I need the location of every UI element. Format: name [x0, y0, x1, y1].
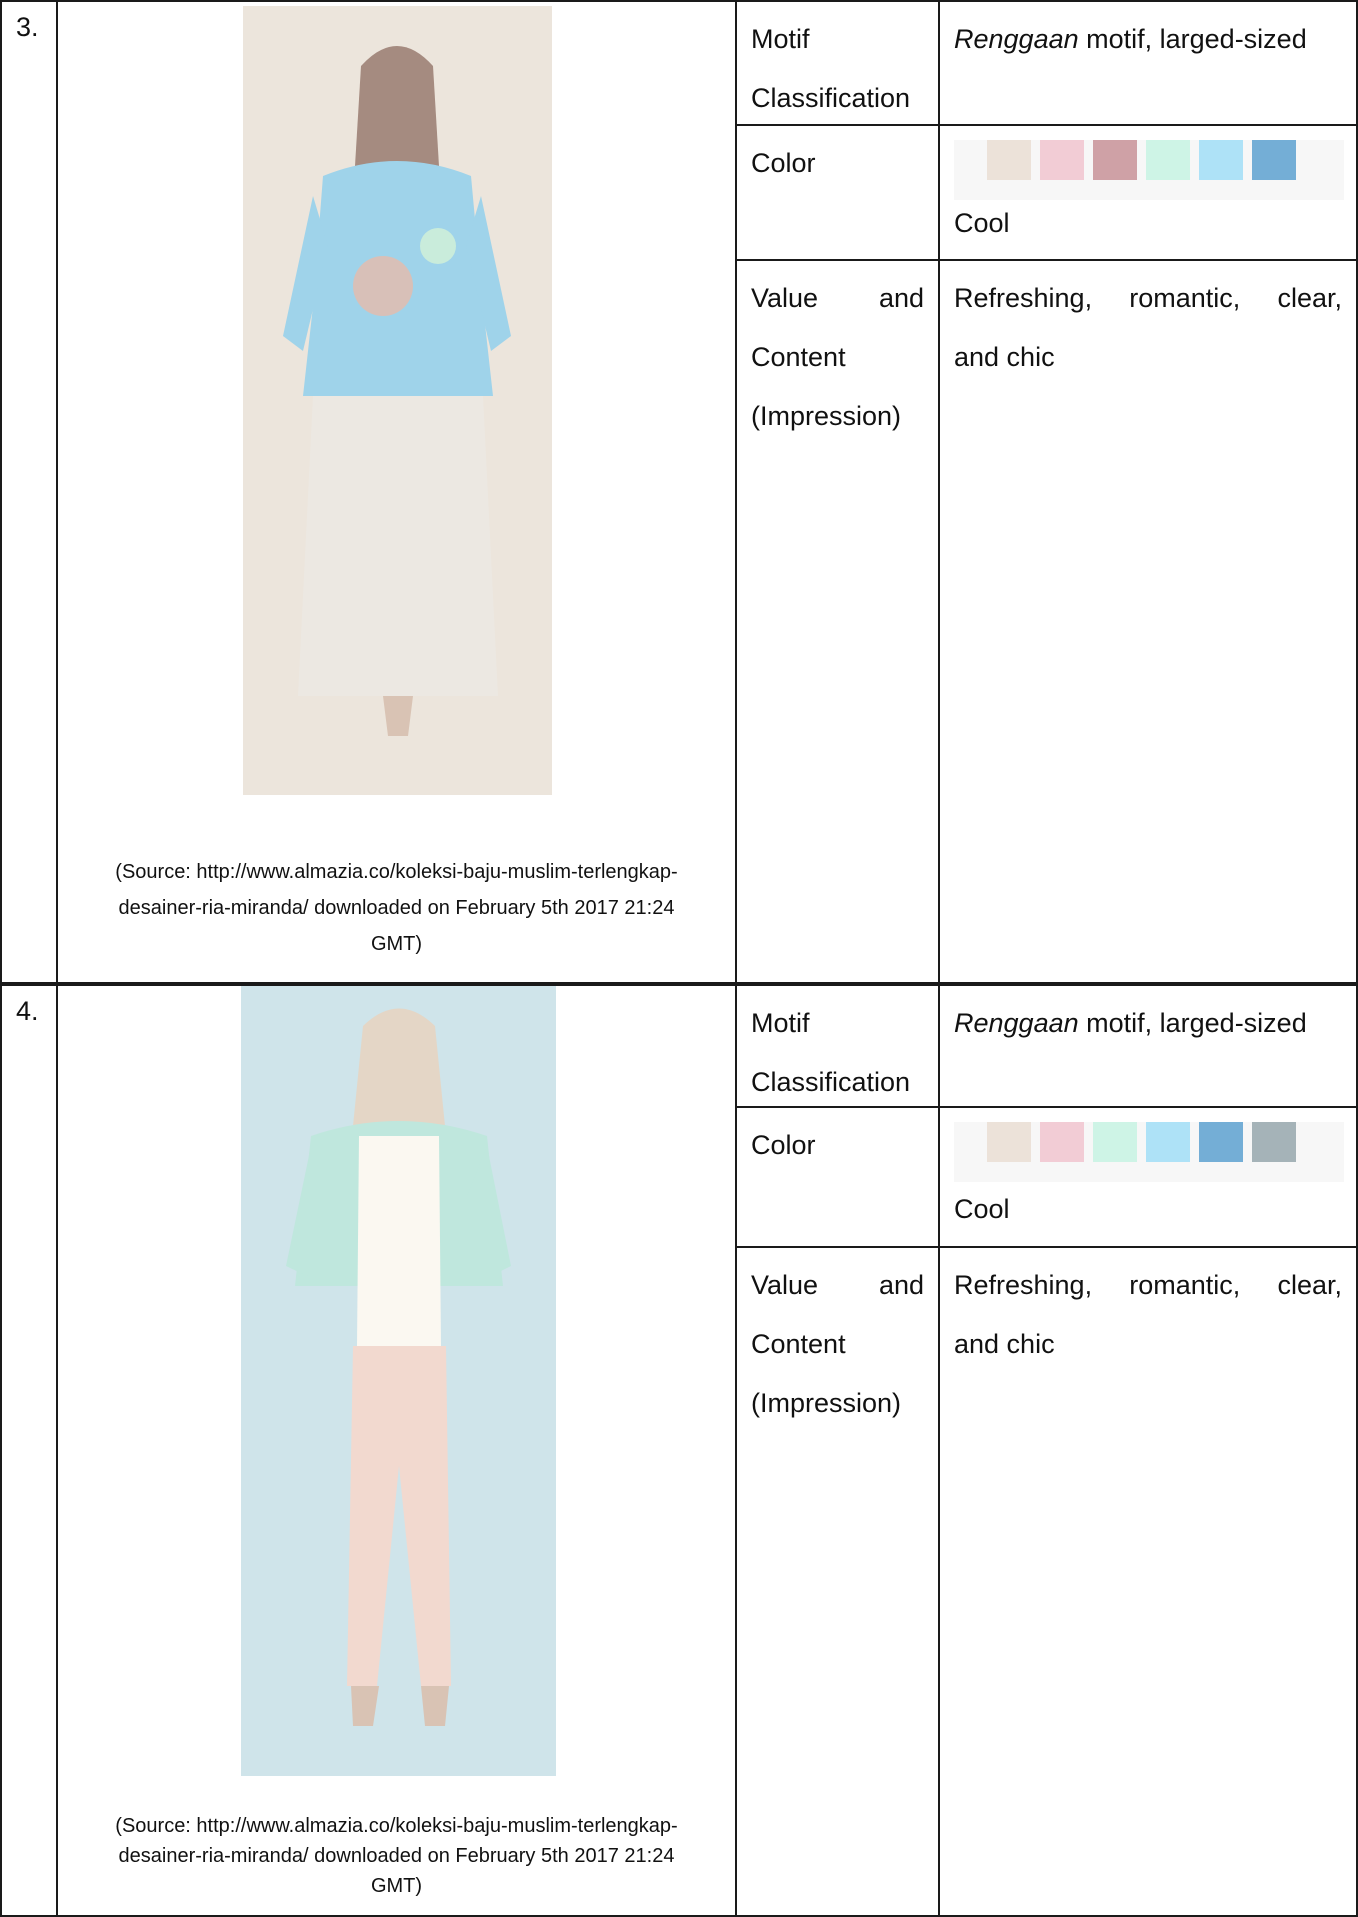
palette-swatch	[987, 140, 1031, 180]
motif-label-cell	[735, 0, 940, 126]
color-label-cell	[735, 1106, 940, 1248]
color-label: Color	[751, 1130, 816, 1160]
color-value-cell	[938, 1106, 1358, 1248]
model-illustration	[243, 6, 552, 795]
motif-value: Renggaan motif, larged-sized	[954, 1008, 1307, 1038]
value-label-cell	[735, 1246, 940, 1917]
fashion-photo	[241, 986, 556, 1776]
model-illustration	[241, 986, 556, 1776]
color-temperature: Cool	[954, 1194, 1010, 1224]
row-number-cell	[0, 984, 58, 1917]
palette-swatch	[1252, 1122, 1296, 1162]
fashion-photo	[243, 6, 552, 795]
palette-swatch	[1199, 140, 1243, 180]
image-source-caption: (Source: http://www.almazia.co/koleksi-baju-muslim-terlengkap- desainer-ria-miranda/ downloaded on February 5th 2017 21:24 GMT)	[115, 1815, 678, 1897]
row-number-cell	[0, 0, 58, 984]
palette-swatch	[1252, 140, 1296, 180]
palette-swatch	[1146, 140, 1190, 180]
value-label: Value and Content (Impression)	[751, 283, 924, 431]
palette-swatch	[1146, 1122, 1190, 1162]
impression-value-cell	[938, 259, 1358, 984]
palette-swatch	[987, 1122, 1031, 1162]
color-temperature: Cool	[954, 208, 1010, 238]
value-label: Value and Content (Impression)	[751, 1270, 924, 1418]
image-cell	[56, 984, 737, 1917]
color-palette	[954, 140, 1344, 200]
motif-value: Renggaan motif, larged-sized	[954, 24, 1307, 54]
image-cell	[56, 0, 737, 984]
palette-swatch	[1199, 1122, 1243, 1162]
palette-swatch	[1093, 1122, 1137, 1162]
impression-value: Refreshing, romantic, clear, and chic	[954, 1270, 1342, 1359]
impression-value: Refreshing, romantic, clear, and chic	[954, 283, 1342, 372]
motif-label: Motif Classification	[751, 1008, 911, 1097]
color-palette	[954, 1122, 1344, 1182]
row-number: 3.	[16, 12, 39, 42]
motif-label-cell	[735, 984, 940, 1108]
palette-swatch	[1040, 140, 1084, 180]
impression-value-cell	[938, 1246, 1358, 1917]
motif-value-cell	[938, 984, 1358, 1108]
image-source-caption: (Source: http://www.almazia.co/koleksi-baju-muslim-terlengkap- desainer-ria-miranda/ downloaded on February 5th 2017 21:24 GMT)	[115, 861, 678, 955]
motif-value-cell	[938, 0, 1358, 126]
color-label: Color	[751, 148, 816, 178]
row-number: 4.	[16, 996, 39, 1026]
palette-swatch	[1093, 140, 1137, 180]
value-label-cell	[735, 259, 940, 984]
palette-swatch	[1040, 1122, 1084, 1162]
color-label-cell	[735, 124, 940, 261]
table-row	[0, 984, 1358, 1917]
motif-label: Motif Classification	[751, 24, 911, 113]
color-value-cell	[938, 124, 1358, 261]
